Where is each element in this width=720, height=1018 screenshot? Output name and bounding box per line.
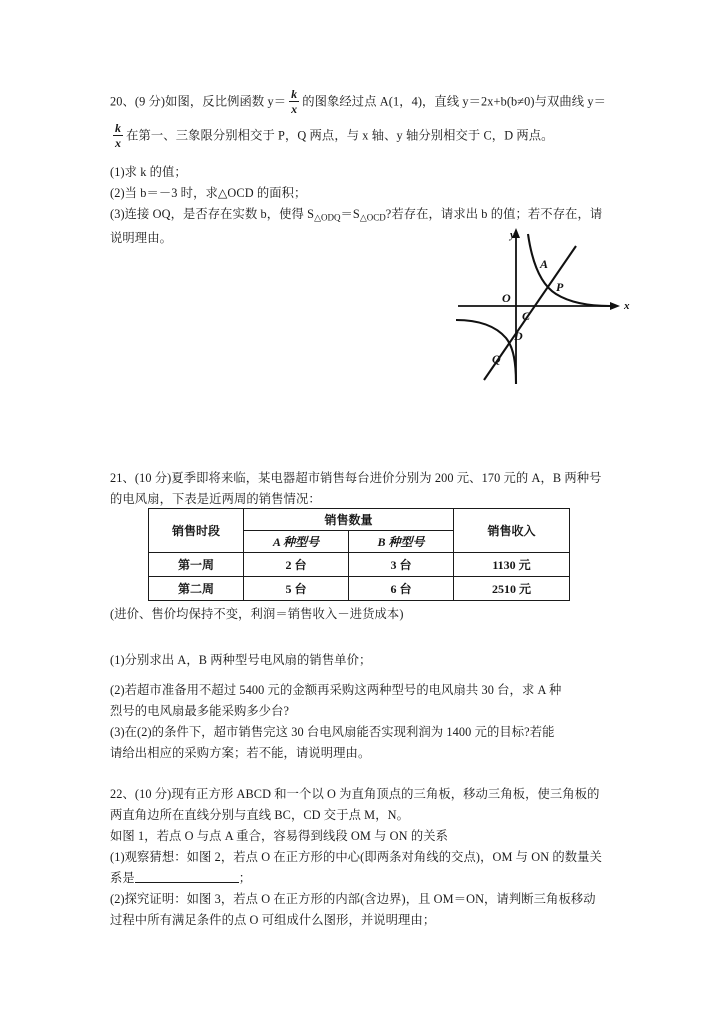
point-label-P: P	[556, 280, 564, 294]
q20-line1-part-b: 的图象经过点 A(1，4)，直线 y＝2x+b(b≠0)与双曲线 y＝	[302, 94, 606, 109]
header-period: 销售时段	[149, 509, 244, 553]
question-22-stem	[110, 784, 630, 931]
q20-part-2: (2)当 b＝－3 时，求△OCD 的面积；	[110, 186, 307, 200]
q21-line-1: 21、(10 分)夏季即将来临，某电器超市销售每台进价分别为 200 元、170 元的 A，B 两种号	[110, 471, 602, 485]
q21-note	[110, 604, 630, 625]
header-model-b: B 种型号	[349, 531, 454, 553]
q22-line-1: 22、(10 分)现有正方形 ABCD 和一个以 O 为直角顶点的三角板，移动三角板，使三角板的	[110, 787, 600, 801]
cell-period: 第一周	[149, 553, 244, 577]
cell-income: 1130 元	[454, 553, 570, 577]
point-label-D: D	[514, 329, 523, 343]
q21-part-1-wrap	[110, 650, 630, 671]
question-20-stem	[110, 88, 630, 154]
cell-model-b-qty: 3 台	[349, 553, 454, 577]
q22-part-2-line-1: (2)探究证明：如图 3，若点 O 在正方形的内部(含边界)，且 OM＝ON，请判断三角板移动	[110, 892, 596, 906]
q21-part-2-line-1: (2)若超市准备用不超过 5400 元的金额再采购这两种型号的电风扇共 30 台，求 A 种	[110, 683, 562, 697]
cell-income: 2510 元	[454, 577, 570, 601]
q20-part3-equals: ＝S	[340, 207, 360, 221]
header-model-a: A 种型号	[244, 531, 349, 553]
answer-blank[interactable]	[135, 871, 239, 883]
hyperbola-line-graph	[452, 228, 642, 388]
q22-part1-suffix: ；	[238, 871, 252, 885]
table-header-row-1	[149, 509, 570, 531]
fraction-denominator: x	[291, 102, 298, 116]
point-label-A: A	[540, 257, 549, 271]
table-row	[149, 553, 570, 577]
q21-line-2: 的电风扇，下表是近两周的销售情况：	[110, 492, 321, 506]
q21-part-2-line-2: 烈号的电风扇最多能采购多少台?	[110, 704, 290, 718]
fraction-k-over-x-2	[113, 122, 123, 149]
q22-part-1-line-1: (1)观察猜想：如图 2，若点 O 在正方形的中心(即两条对角线的交点)，OM 与 ON 的数量关	[110, 850, 602, 864]
header-quantity: 销售数量	[244, 509, 454, 531]
q22-part-1-line-2	[110, 868, 630, 889]
question-21-stem	[110, 468, 630, 510]
y-axis-label: y	[510, 229, 515, 241]
q20-line-2	[110, 122, 630, 154]
q20-subscript-odq: △ODQ	[314, 212, 341, 223]
fraction-k-over-x-1	[289, 88, 299, 115]
x-axis-label: x	[624, 300, 630, 312]
q21-note-text: (进价、售价均保持不变，利润＝销售收入－进货成本)	[110, 607, 404, 621]
q20-part-3-line-2: 说明理由。	[110, 231, 172, 246]
q22-line-2: 两直角边所在直线分别与直线 BC，CD 交于点 M，N。	[110, 808, 409, 822]
q20-graph-figure	[452, 228, 642, 388]
q22-line-3: 如图 1，若点 O 与点 A 重合，容易得到线段 OM 与 ON 的关系	[110, 829, 449, 843]
sales-table	[148, 508, 570, 601]
table-row	[149, 577, 570, 601]
q20-part3-text-a: (3)连接 OQ，是否存在实数 b，使得 S	[110, 207, 315, 221]
hyperbola-branch-q3	[456, 320, 516, 384]
q22-part-2-line-2: 过程中所有满足条件的点 O 可组成什么图形，并说明理由；	[110, 913, 436, 927]
cell-period: 第二周	[149, 577, 244, 601]
sales-table-wrapper	[148, 508, 570, 601]
q20-subscript-ocd: △OCD	[359, 212, 386, 223]
fraction-denominator: x	[115, 136, 122, 150]
cell-model-a-qty: 5 台	[244, 577, 349, 601]
q20-part3-text-b: ?若存在，请求出 b 的值；若不存在，请	[385, 207, 603, 221]
q20-line-1	[110, 88, 630, 120]
q20-part-1: (1)求 k 的值；	[110, 165, 187, 179]
q21-part-3-line-1: (3)在(2)的条件下，超市销售完这 30 台电风扇能否实现利润为 1400 元的目标?若能	[110, 725, 555, 739]
point-label-C: C	[522, 309, 531, 323]
q20-part-3-line-1	[110, 204, 630, 228]
q22-part1-prefix: 系是	[110, 871, 135, 885]
q20-line2-text: 在第一、三象限分别相交于 P，Q 两点，与 x 轴、y 轴分别相交于 C，D 两点。	[126, 128, 554, 143]
q21-part-3-line-2: 请给出相应的采购方案；若不能，请说明理由。	[110, 746, 371, 760]
point-label-Q: Q	[492, 352, 501, 366]
q21-part-1: (1)分别求出 A，B 两种型号电风扇的销售单价；	[110, 653, 372, 667]
cell-model-b-qty: 6 台	[349, 577, 454, 601]
fraction-numerator: k	[115, 121, 122, 135]
point-label-O: O	[502, 291, 511, 305]
header-income: 销售收入	[454, 509, 570, 553]
q20-line1-part-a: 20、(9 分)如图，反比例函数 y＝	[110, 94, 287, 109]
q21-parts-2-3	[110, 680, 630, 764]
fraction-numerator: k	[291, 87, 298, 101]
cell-model-a-qty: 2 台	[244, 553, 349, 577]
